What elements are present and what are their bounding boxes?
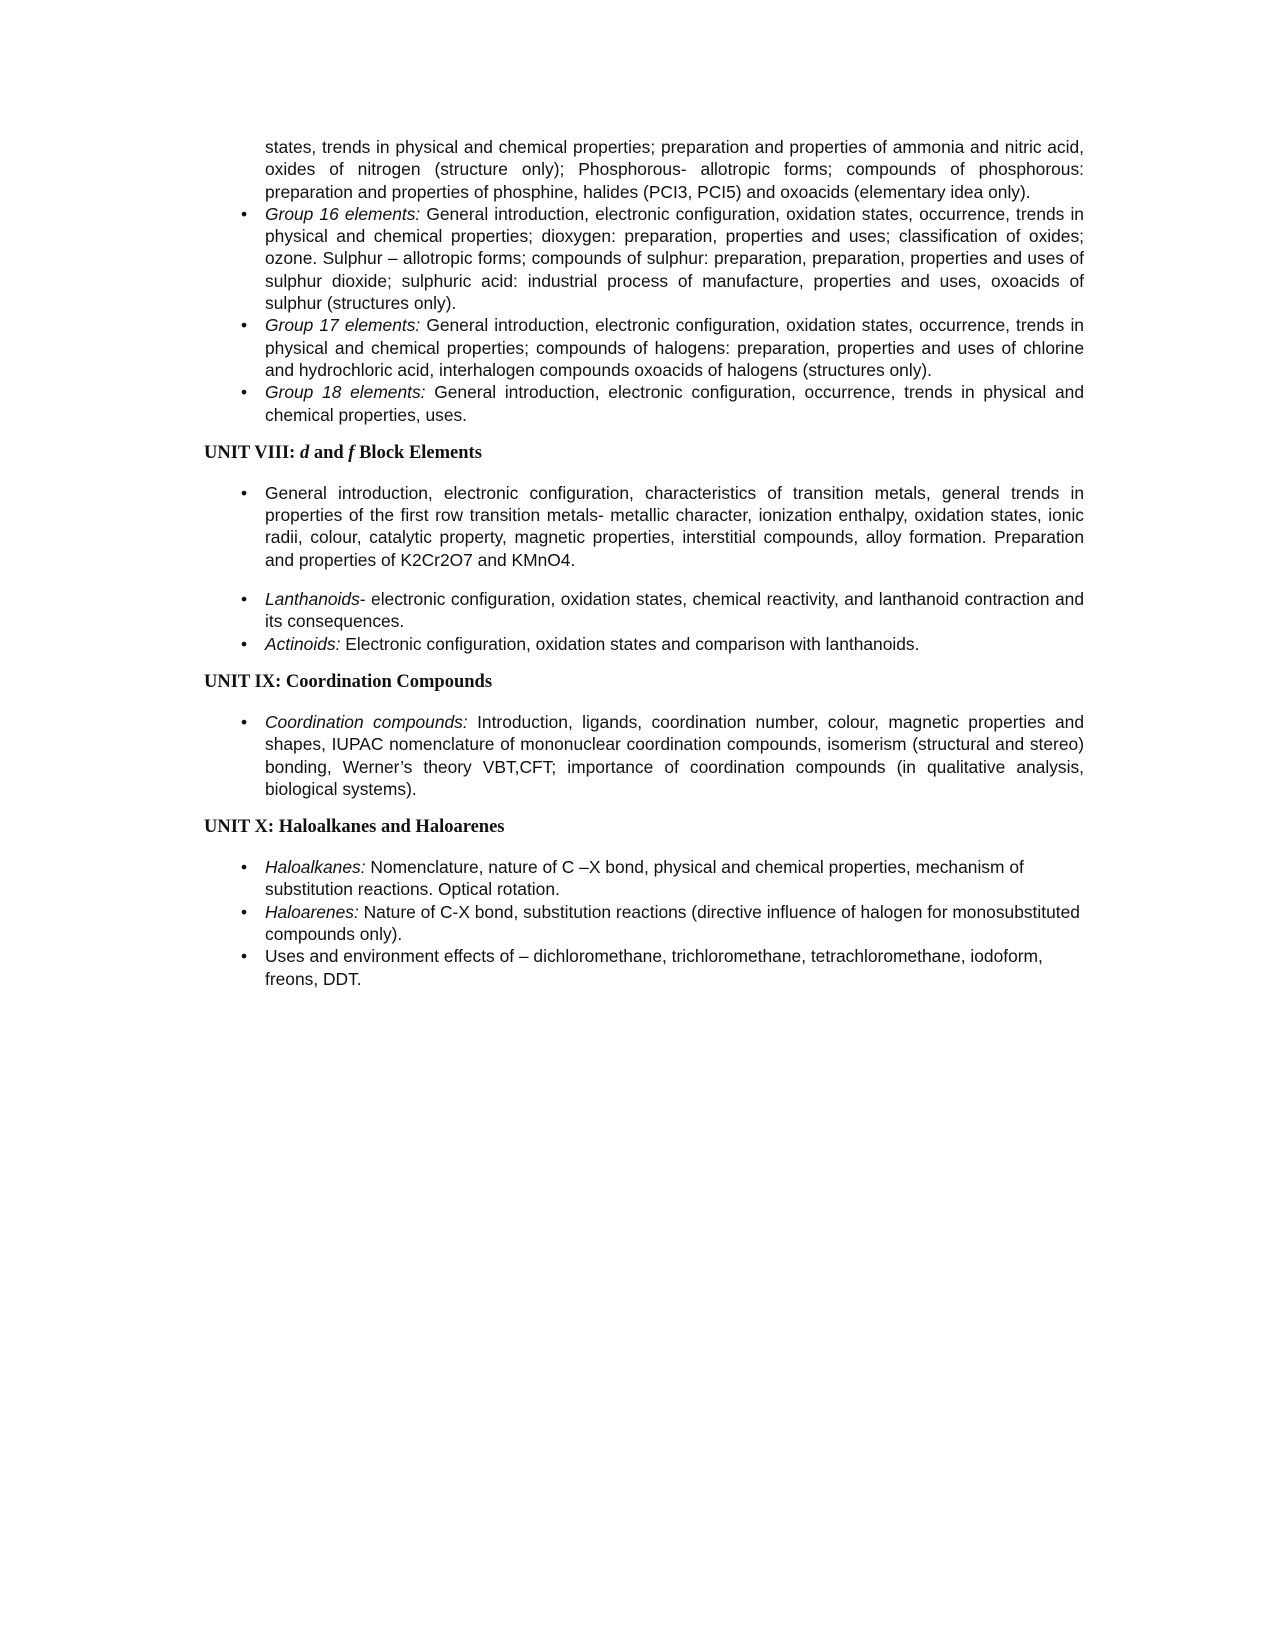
list-item-actinoids	[204, 633, 1084, 655]
unit-10-list	[204, 856, 1084, 990]
bullet-icon: •	[241, 315, 248, 336]
item-text: Electronic configuration, oxidation states and comparison with lanthanoids.	[340, 633, 920, 654]
list-item-haloalkanes	[204, 856, 1084, 901]
bullet-icon: •	[241, 901, 248, 922]
item-lead: Group 16 elements:	[265, 203, 421, 224]
item-lead: Lanthanoids	[265, 589, 360, 610]
bullet-icon: •	[241, 946, 248, 967]
group-elements-list	[204, 136, 1084, 426]
bullet-icon: •	[241, 633, 248, 654]
item-lead: Haloalkanes:	[265, 857, 366, 878]
item-text: General introduction, electronic configuration, oxidation states, occurrence, trends in physical and chemical properties; compounds of halogens: preparation, properties and uses of chlorine and hydrochloric acid, interhalogen compounds oxoacids of halogens (structures only).	[265, 315, 1084, 380]
unit-10-heading: UNIT X: Haloalkanes and Haloarenes	[204, 817, 505, 838]
item-lead: Haloarenes:	[265, 901, 359, 922]
list-item-group-18	[204, 381, 1084, 426]
bullet-icon: •	[241, 482, 248, 503]
item-text: Nature of C-X bond, substitution reactions (directive influence of halogen for monosubstituted compounds only).	[265, 901, 1080, 945]
item-text: Introduction, ligands, coordination number, colour, magnetic properties and shapes, IUPAC nomenclature of mononuclear coordination compounds, isomerism (structural and stereo) bonding, Werner’s theory VBT,CFT; importance of coordination compounds (in qualitative analysis, biological systems).	[265, 711, 1084, 799]
page-content	[204, 136, 1084, 990]
unit-8-heading: UNIT VIII: d and f Block Elements	[204, 442, 482, 463]
list-item-group-16	[204, 203, 1084, 314]
unit-8-list	[204, 482, 1084, 655]
unit-9-list	[204, 711, 1084, 800]
list-item-lanthanoids	[204, 588, 1084, 633]
item-text: General introduction, electronic configuration, characteristics of transition metals, general trends in properties of the first row transition metals- metallic character, ionization enthalpy, oxidation states, ionic radii, colour, catalytic property, magnetic properties, interstitial compounds, alloy formation. Preparation and properties of K2Cr2O7 and KMnO4.	[265, 482, 1084, 570]
item-lead: Group 18 elements:	[265, 382, 426, 403]
item-lead: Group 17 elements:	[265, 315, 421, 336]
item-text: General introduction, electronic configuration, occurrence, trends in physical and chemical properties, uses.	[265, 382, 1084, 425]
list-item-coordination-compounds	[204, 711, 1084, 800]
list-item-transition-metals	[204, 482, 1084, 571]
continued-paragraph	[204, 136, 1084, 203]
item-text: Nomenclature, nature of C –X bond, physical and chemical properties, mechanism of substitution reactions. Optical rotation.	[265, 857, 1024, 900]
bullet-icon: •	[241, 711, 248, 732]
item-lead: Actinoids:	[265, 633, 341, 654]
list-item-environment-effects	[204, 945, 1084, 990]
item-text: Uses and environment effects of – dichloromethane, trichloromethane, tetrachloromethane, iodoform, freons, DDT.	[265, 946, 1043, 989]
continued-text: states, trends in physical and chemical properties; preparation and properties of ammonia and nitric acid, oxides of nitrogen (structure only); Phosphorous- allotropic forms; compounds of phosphorous: preparation and properties of phosphine, halides (PCI3, PCI5) and oxoacids (elementary idea only).	[265, 137, 1084, 202]
list-item-group-17	[204, 314, 1084, 381]
unit-9-heading: UNIT IX: Coordination Compounds	[204, 671, 493, 692]
bullet-icon: •	[241, 203, 248, 224]
item-text: General introduction, electronic configuration, oxidation states, occurrence, trends in physical and chemical properties; dioxygen: preparation, properties and uses; classification of oxides; ozone. Sulphur – allotropic forms; compounds of sulphur: preparation, preparation, properties and uses of sulphur dioxide; sulphuric acid: industrial process of manufacture, properties and uses, oxoacids of sulphur (structures only).	[265, 203, 1084, 314]
bullet-icon: •	[241, 382, 248, 403]
item-text: - electronic configuration, oxidation states, chemical reactivity, and lanthanoid contraction and its consequences.	[265, 589, 1084, 632]
bullet-icon: •	[241, 589, 248, 610]
bullet-icon: •	[241, 857, 248, 878]
item-lead: Coordination compounds:	[265, 711, 468, 732]
list-item-haloarenes	[204, 901, 1084, 946]
